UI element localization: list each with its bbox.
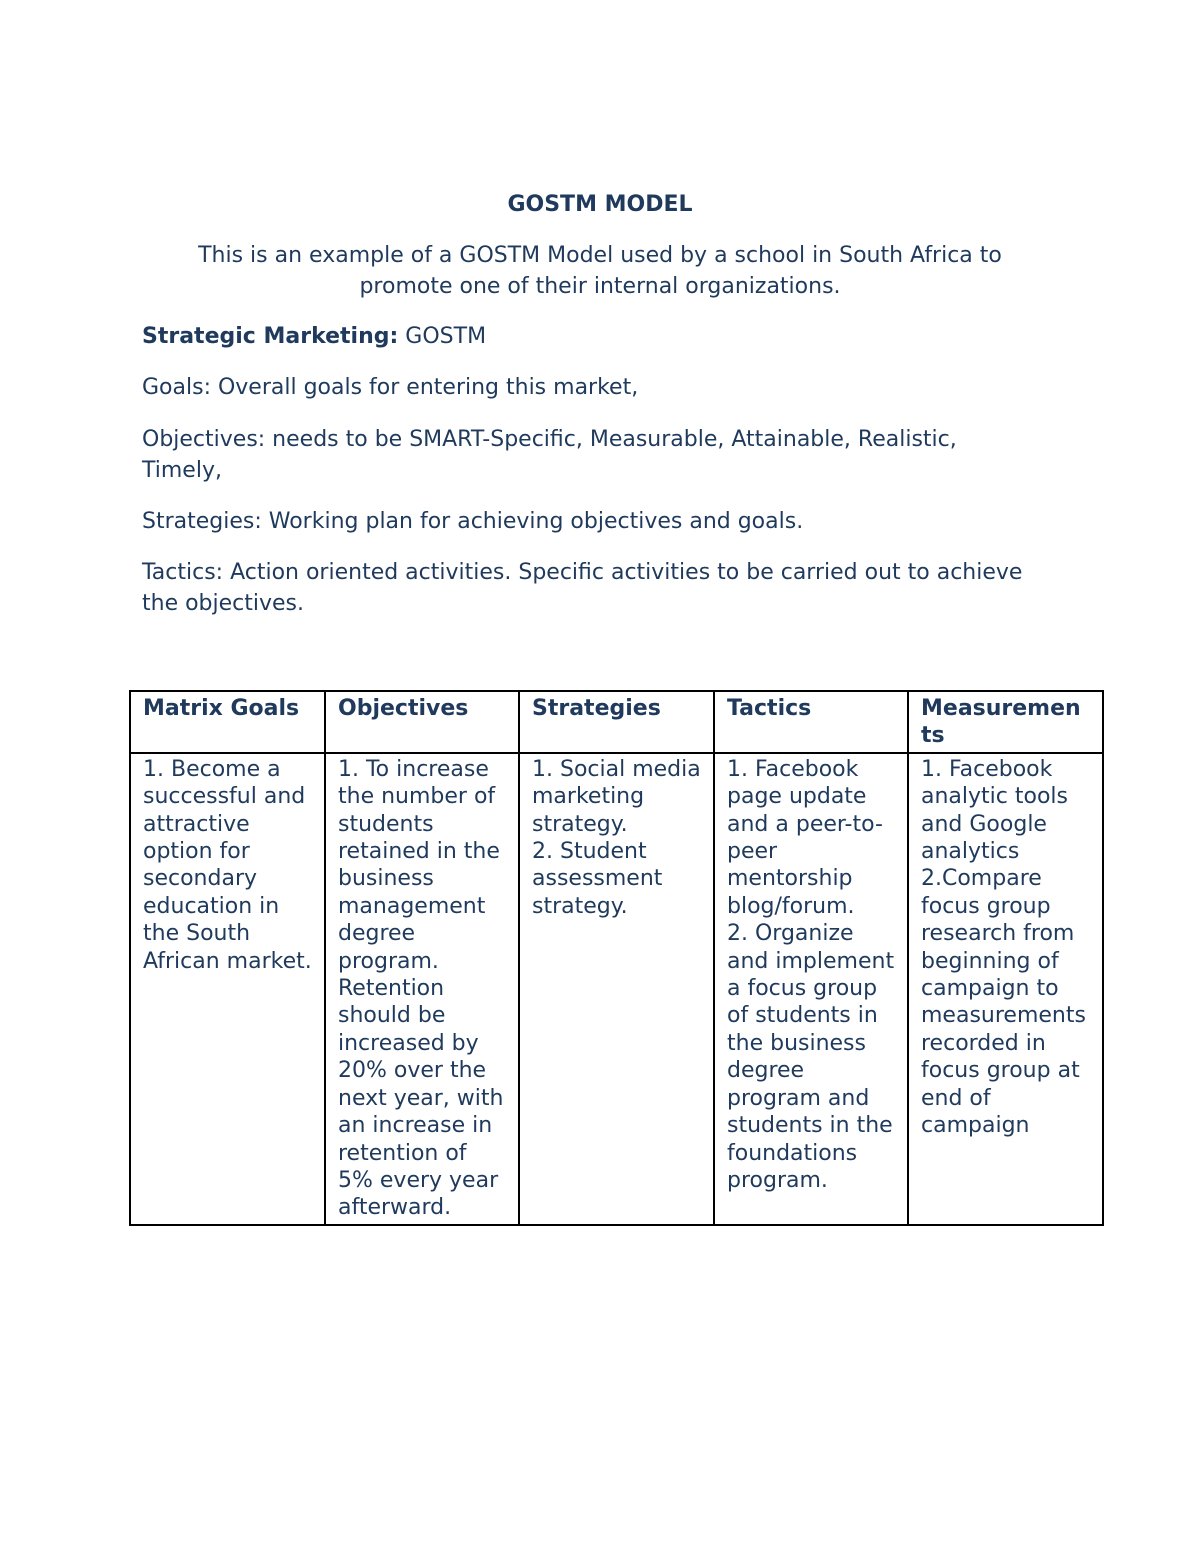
objective-item: 1. To increase the number of students retained in the business management degree program. Retention should be increased by 20% over the next year, with an increase in retention of 5% every year afterward. xyxy=(338,756,504,1221)
objectives-line: Objectives: needs to be SMART-Specific, Measurable, Attainable, Realistic, Timely, xyxy=(142,427,957,483)
tactic-item-2: 2. Organize and implement a focus group of students in the business degree program and students in the foundations program. xyxy=(727,921,895,1193)
header-objectives: Objectives xyxy=(325,691,519,753)
cell-matrix-goals xyxy=(130,753,325,1225)
header-measurements: Measuremen ts xyxy=(908,691,1103,753)
header-strategies: Strategies xyxy=(519,691,714,753)
matrix-goal-item: 1. Become a successful and attractive option for secondary education in the South African market. xyxy=(143,756,312,974)
cell-strategies xyxy=(519,753,714,1225)
table-header-row xyxy=(130,691,1103,753)
gostm-table xyxy=(129,690,1104,1226)
tactic-item-1: 1. Facebook page update and a peer-to-peer mentorship blog/forum. xyxy=(727,756,883,919)
intro-paragraph: This is an example of a GOSTM Model used by a school in South Africa to promote one of their internal organizations. xyxy=(198,243,1002,299)
header-matrix-goals: Matrix Goals xyxy=(130,691,325,753)
cell-measurements xyxy=(908,753,1103,1225)
header-tactics: Tactics xyxy=(714,691,908,753)
tactics-line: Tactics: Action oriented activities. Specific activities to be carried out to achieve the objectives. xyxy=(142,560,1023,616)
strategic-marketing-value: GOSTM xyxy=(398,324,487,349)
document-title: GOSTM MODEL xyxy=(507,192,693,217)
cell-objectives xyxy=(325,753,519,1225)
cell-tactics xyxy=(714,753,908,1225)
table-row xyxy=(130,753,1103,1225)
strategies-line: Strategies: Working plan for achieving objectives and goals. xyxy=(142,509,804,534)
measurement-item-1: 1. Facebook analytic tools and Google analytics xyxy=(921,756,1068,865)
goals-line: Goals: Overall goals for entering this market, xyxy=(142,375,639,400)
strategic-marketing-line xyxy=(142,321,1042,352)
measurement-item-2: 2.Compare focus group research from beginning of campaign to measurements recorded in focus group at end of campaign xyxy=(921,866,1086,1139)
strategic-marketing-label: Strategic Marketing: xyxy=(142,324,399,349)
strategy-item-1: 1. Social media marketing strategy. xyxy=(532,756,701,837)
strategy-item-2: 2. Student assessment strategy. xyxy=(532,839,663,919)
